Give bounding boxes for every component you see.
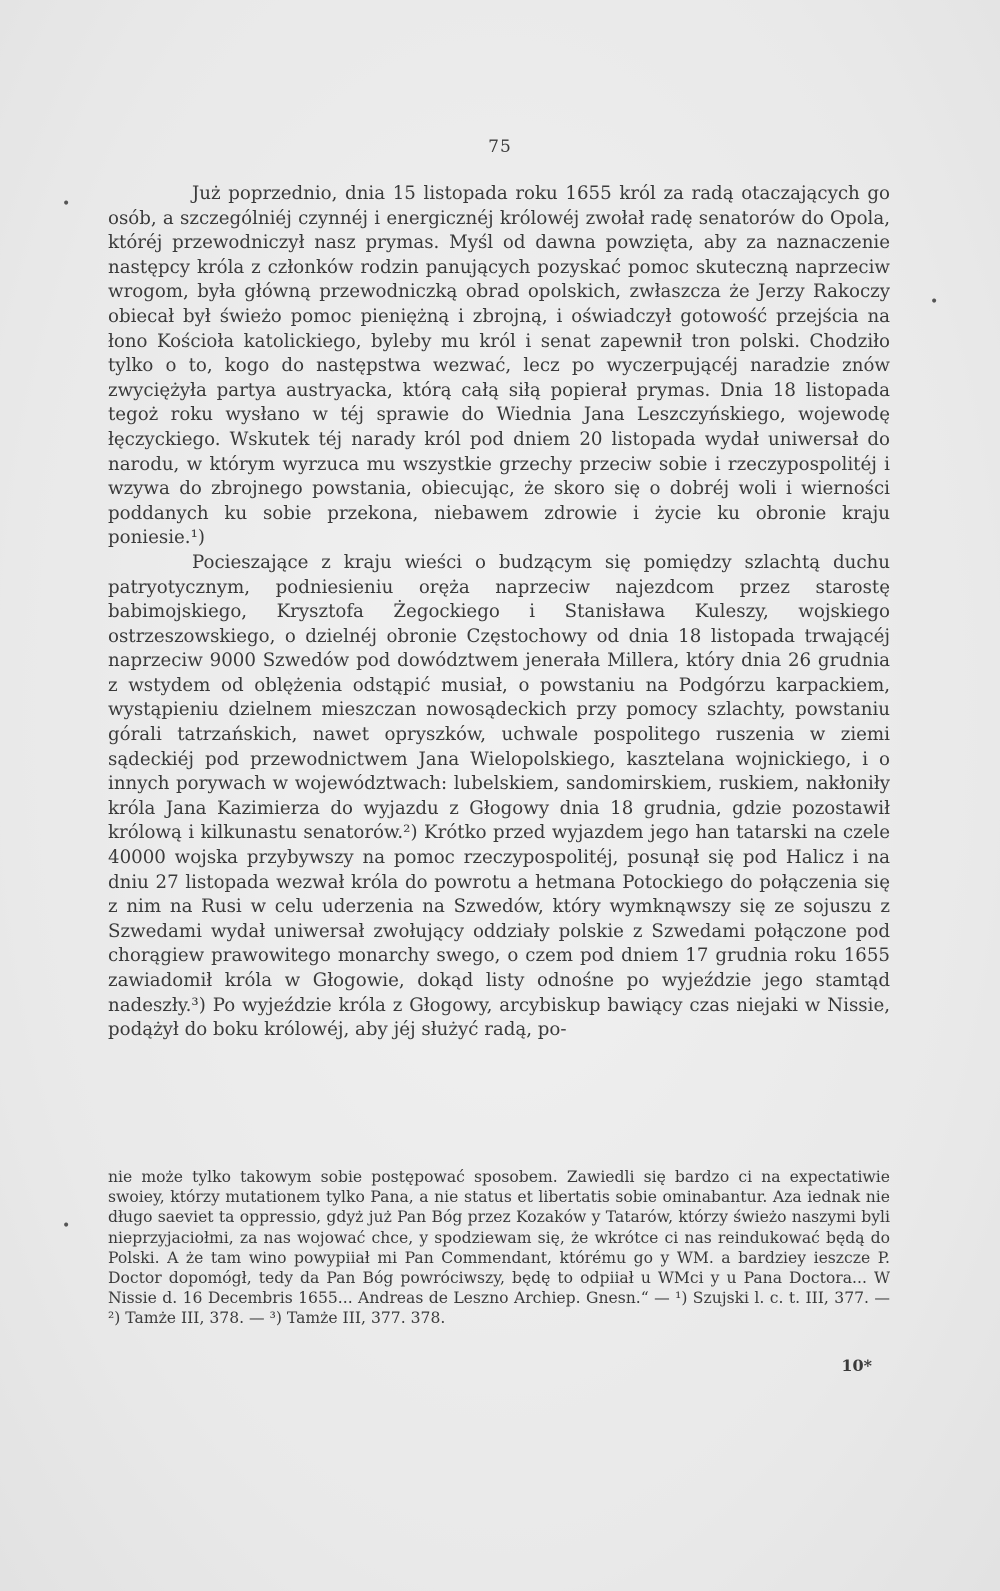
footnote-text: nie może tylko takowym sobie postępować sposobem. Zawiedli się bardzo ci na expectatiwie swoiey, którzy mutationem tylko Pana, a nie status et libertatis sobie ominabantur. Aza iednak nie długo saeviet ta oppressio, gdyż już Pan Bóg przez Kozaków y Tatarów, którzy świeżo naszymi byli nieprzyjaciołmi, za nas wojować chce, y spodziewam się, że wkrótce ci nas reindukować będą do Polski. A że tam wino powypiiał mi Pan Commendant, którému go y WM. a bardziey ieszcze P. Doctor dopomógł, tedy da Pan Bóg powróciwszy, będę to odpiiał u WMci y u Pana Doctora... W Nissie d. 16 Decembris 1655... Andreas de Leszno Archiep. Gnesn.“ — ¹) Szujski l. c. t. III, 377. — ²) Tamże III, 378. — ³) Tamże III, 377. 378. [108,1168,890,1328]
main-text [108,182,890,1043]
signature-mark: 10* [841,1356,872,1375]
page-number: 75 [488,137,512,157]
footnotes [108,1167,890,1329]
paragraph: Pocieszające z kraju wieści o budzącym się pomiędzy szlachtą duchu patryotycznym, podniesieniu oręża naprzeciw najezdcom przez starostę babimojskiego, Krysztofa Żegockiego i Stanisława Kuleszy, wojskiego ostrzeszowskiego, o dzielnéj obronie Częstochowy od dnia 18 listopada trwającéj naprzeciw 9000 Szwedów pod dowództwem jenerała Millera, który dnia 26 grudnia z wstydem od oblężenia odstąpić musiał, o powstaniu na Podgórzu karpackiem, wystąpieniu dzielnem mieszczan nowosądeckich przy pomocy szlachty, powstaniu górali tatrzańskich, nawet opryszków, uchwale pospolitego ruszenia w ziemi sądeckiéj pod przewodnictwem Jana Wielopolskiego, kasztelana wojnickiego, i o innych porywach w województwach: lubelskiem, sandomirskiem, ruskiem, nakłoniły króla Jana Kazimierza do wyjazdu z Głogowy dnia 18 grudnia, gdzie pozostawił królową i kilkunastu senatorów.²) Krótko przed wyjazdem jego han tatarski na czele 40000 wojska przybywszy na pomoc rzeczypospolitéj, posunął się pod Halicz i na dniu 27 listopada wezwał króla do powrotu a hetmana Potockiego do połączenia się z nim na Rusi w celu uderzenia na Szwedów, który wymknąwszy się ze sojuszu z Szwedami wydał uniwersał zwołujący oddziały polskie z Szwedami połączone pod chorągiew prawowitego monarchy swego, o czem pod dniem 17 grudnia roku 1655 zawiadomił króla w Głogowie, dokąd listy odnośne po wyjeździe jego stamtąd nadeszły.³) Po wyjeździe króla z Głogowy, arcybiskup bawiący czas niejaki w Nissie, podążył do boku królowéj, aby jéj służyć radą, po- [108,551,890,1041]
margin-mark: • [62,196,71,212]
margin-mark: • [930,294,939,310]
paragraph: Już poprzednio, dnia 15 listopada roku 1655 król za radą otaczających go osób, a szczególniéj czynnéj i energicznéj królowéj zwołał radę senatorów do Opola, któréj przewodniczył nasz prymas. Myśl od dawna powzięta, aby za naznaczenie następcy króla z członków rodzin panujących pozyskać pomoc skuteczną naprzeciw wrogom, była główną przewodniczką obrad opolskich, zwłaszcza że Jerzy Rakoczy obiecał był świeżo pomoc pieniężną i zbrojną, i oświadczył gotowość przejścia na łono Kościoła katolickiego, byleby mu król i senat zapewnił tron polski. Chodziło tylko o to, kogo do następstwa wezwać, lecz po wyczerpującéj naradzie znów zwyciężyła partya austryacka, którą całą siłą popierał prymas. Dnia 18 listopada tegoż roku wysłano w téj sprawie do Wiednia Jana Leszczyńskiego, wojewodę łęczyckiego. Wskutek téj narady król pod dniem 20 listopada wydał uniwersał do narodu, w którym wyrzuca mu wszystkie grzechy przeciw sobie i rzeczypospolitéj i wzywa do zbrojnego powstania, obiecując, że skoro się o dobréj woli i wierności poddanych ku sobie przekona, niebawem zdrowie i życie ku obronie kraju poniesie.¹) [108,183,890,549]
margin-mark: • [62,1218,71,1234]
